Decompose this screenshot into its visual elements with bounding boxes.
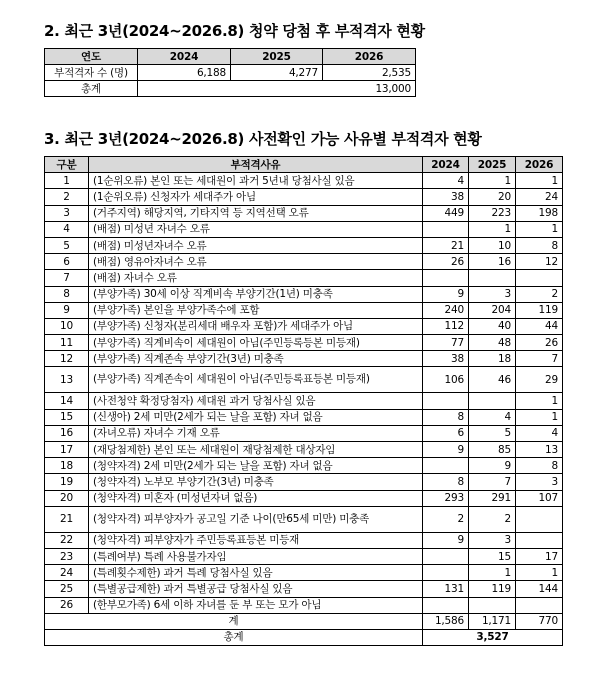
reason-disqualified-table [44, 156, 563, 646]
row-value-2025: 291 [469, 490, 516, 506]
row-value-2025: 5 [469, 425, 516, 441]
section1-title: 2. 최근 3년(2024~2026.8) 청약 당첨 후 부적격자 현황 [44, 22, 425, 40]
row-value-2024: 4 [423, 173, 469, 189]
row-reason: (부양가족) 직계비속이 세대원이 아님(주민등록등본 미등재) [89, 335, 423, 351]
table-row [45, 425, 563, 441]
row-value-2025: 204 [469, 302, 516, 318]
row-value-2025: 85 [469, 442, 516, 458]
row-value-2024: 21 [423, 237, 469, 253]
table-header-row [45, 49, 416, 65]
row-value-2026: 1 [516, 173, 563, 189]
row-number: 25 [45, 581, 89, 597]
row-reason: (배점) 미성년 자녀수 오류 [89, 221, 423, 237]
table-row [45, 270, 563, 286]
row-value-2025: 3 [469, 532, 516, 548]
row-number: 10 [45, 318, 89, 334]
row-value-2025: 2 [469, 506, 516, 532]
table-row [45, 442, 563, 458]
total-label: 총계 [45, 629, 423, 645]
row-reason: (신생아) 2세 미만(2세가 되는 날을 포함) 자녀 없음 [89, 409, 423, 425]
row-number: 14 [45, 393, 89, 409]
row-reason: (1순위오류) 신청자가 세대주가 아님 [89, 189, 423, 205]
row-value-2026: 8 [516, 237, 563, 253]
table-row [45, 254, 563, 270]
table-row [45, 458, 563, 474]
row-value-2025 [469, 597, 516, 613]
row-value-2026 [516, 532, 563, 548]
row-reason: (특별공급제한) 과거 특별공급 당첨사실 있음 [89, 581, 423, 597]
row-value-2026 [516, 597, 563, 613]
subtotal-2024: 1,586 [423, 613, 469, 629]
table-row [45, 221, 563, 237]
table-subtotal-row [45, 613, 563, 629]
row-reason: (1순위오류) 본인 또는 세대원이 과거 5년내 당첨사실 있음 [89, 173, 423, 189]
row-number: 8 [45, 286, 89, 302]
row-value-2026: 1 [516, 393, 563, 409]
row-number: 13 [45, 367, 89, 393]
table-row [45, 335, 563, 351]
row-reason: (배점) 영유아자녀수 오류 [89, 254, 423, 270]
row-number: 7 [45, 270, 89, 286]
row-number: 21 [45, 506, 89, 532]
row-reason: (청약자격) 2세 미만(2세가 되는 날을 포함) 자녀 없음 [89, 458, 423, 474]
row-value-2026: 198 [516, 205, 563, 221]
row-value-2024: 38 [423, 351, 469, 367]
row-number: 26 [45, 597, 89, 613]
row-value-2026: 13 [516, 442, 563, 458]
row-value-2025: 3 [469, 286, 516, 302]
row-value-2024: 9 [423, 286, 469, 302]
row-number: 5 [45, 237, 89, 253]
header-2025: 2025 [469, 157, 516, 173]
row-value-2024 [423, 270, 469, 286]
row-reason: (청약자격) 미혼자 (미성년자녀 없음) [89, 490, 423, 506]
header-year: 연도 [45, 49, 138, 65]
row-value-2026: 7 [516, 351, 563, 367]
row-value-2026: 26 [516, 335, 563, 351]
row-number: 2 [45, 189, 89, 205]
value-2026: 2,535 [323, 65, 416, 81]
row-reason: (배점) 자녀수 오류 [89, 270, 423, 286]
row-value-2025: 20 [469, 189, 516, 205]
table-row [45, 237, 563, 253]
row-number: 16 [45, 425, 89, 441]
row-value-2025: 9 [469, 458, 516, 474]
table-row [45, 393, 563, 409]
row-value-2026: 144 [516, 581, 563, 597]
table-row [45, 409, 563, 425]
value-2024: 6,188 [138, 65, 231, 81]
table-row [45, 189, 563, 205]
row-value-2026: 3 [516, 474, 563, 490]
row-value-2024: 9 [423, 532, 469, 548]
header-2026: 2026 [323, 49, 416, 65]
row-number: 12 [45, 351, 89, 367]
row-value-2026: 12 [516, 254, 563, 270]
table-header-row [45, 157, 563, 173]
row-value-2024: 9 [423, 442, 469, 458]
total-value: 3,527 [423, 629, 563, 645]
row-value-2025: 48 [469, 335, 516, 351]
row-reason: (부양가족) 본인을 부양가족수에 포함 [89, 302, 423, 318]
row-value-2024: 449 [423, 205, 469, 221]
row-reason: (배점) 미성년자녀수 오류 [89, 237, 423, 253]
row-value-2025: 223 [469, 205, 516, 221]
header-reason: 부적격사유 [89, 157, 423, 173]
row-reason: (사전청약 확정당첨자) 세대원 과거 당첨사실 있음 [89, 393, 423, 409]
row-value-2024 [423, 565, 469, 581]
subtotal-label: 계 [45, 613, 423, 629]
row-value-2024: 293 [423, 490, 469, 506]
row-value-2026: 44 [516, 318, 563, 334]
row-number: 24 [45, 565, 89, 581]
section2-title: 3. 최근 3년(2024~2026.8) 사전확인 가능 사유별 부적격자 현황 [44, 130, 482, 148]
row-reason: (부양가족) 직계존속 부양기간(3년) 미충족 [89, 351, 423, 367]
row-value-2025: 16 [469, 254, 516, 270]
row-value-2024: 2 [423, 506, 469, 532]
header-no: 구분 [45, 157, 89, 173]
row-value-2024: 6 [423, 425, 469, 441]
row-value-2026: 1 [516, 409, 563, 425]
row-value-2024: 26 [423, 254, 469, 270]
row-number: 9 [45, 302, 89, 318]
header-2024: 2024 [423, 157, 469, 173]
row-label: 부적격자 수 (명) [45, 65, 138, 81]
row-value-2025: 10 [469, 237, 516, 253]
row-value-2024: 8 [423, 474, 469, 490]
row-reason: (거주지역) 해당지역, 기타지역 등 지역선택 오류 [89, 205, 423, 221]
row-number: 22 [45, 532, 89, 548]
row-value-2026: 1 [516, 221, 563, 237]
row-value-2024: 8 [423, 409, 469, 425]
row-value-2026: 2 [516, 286, 563, 302]
table-row [45, 205, 563, 221]
row-value-2024: 131 [423, 581, 469, 597]
row-number: 18 [45, 458, 89, 474]
table-row [45, 318, 563, 334]
row-reason: (특례횟수제한) 과거 특례 당첨사실 있음 [89, 565, 423, 581]
row-value-2024 [423, 548, 469, 564]
row-reason: (청약자격) 피부양자가 주민등록표등본 미등재 [89, 532, 423, 548]
row-number: 23 [45, 548, 89, 564]
table-row [45, 506, 563, 532]
row-value-2024 [423, 393, 469, 409]
table-row [45, 474, 563, 490]
table-row [45, 581, 563, 597]
row-value-2025: 4 [469, 409, 516, 425]
row-reason: (부양가족) 직계존속이 세대원이 아님(주민등록표등본 미등재) [89, 367, 423, 393]
row-value-2024: 38 [423, 189, 469, 205]
table-row [45, 565, 563, 581]
row-value-2025: 18 [469, 351, 516, 367]
table-row [45, 532, 563, 548]
row-value-2026: 8 [516, 458, 563, 474]
row-value-2024: 112 [423, 318, 469, 334]
row-number: 11 [45, 335, 89, 351]
table-row [45, 302, 563, 318]
table-row [45, 173, 563, 189]
row-value-2024 [423, 597, 469, 613]
row-value-2025: 1 [469, 565, 516, 581]
row-value-2025: 15 [469, 548, 516, 564]
row-value-2025: 46 [469, 367, 516, 393]
row-number: 1 [45, 173, 89, 189]
row-value-2024: 240 [423, 302, 469, 318]
row-value-2025: 7 [469, 474, 516, 490]
header-2024: 2024 [138, 49, 231, 65]
table-total-row [45, 629, 563, 645]
row-value-2026 [516, 270, 563, 286]
row-reason: (자녀오류) 자녀수 기재 오류 [89, 425, 423, 441]
row-reason: (한부모가족) 6세 이하 자녀를 둔 부 또는 모가 아님 [89, 597, 423, 613]
row-value-2024: 106 [423, 367, 469, 393]
row-value-2025: 40 [469, 318, 516, 334]
table-row [45, 286, 563, 302]
total-value: 13,000 [138, 81, 416, 97]
row-number: 15 [45, 409, 89, 425]
row-value-2025: 119 [469, 581, 516, 597]
row-reason: (부양가족) 신청자(분리세대 배우자 포함)가 세대주가 아님 [89, 318, 423, 334]
value-2025: 4,277 [231, 65, 323, 81]
row-reason: (청약자격) 피부양자가 공고일 기준 나이(만65세 미만) 미충족 [89, 506, 423, 532]
annual-disqualified-table [44, 48, 416, 97]
row-value-2024: 77 [423, 335, 469, 351]
table-row [45, 367, 563, 393]
subtotal-2025: 1,171 [469, 613, 516, 629]
row-value-2024 [423, 221, 469, 237]
row-value-2025 [469, 393, 516, 409]
row-value-2026 [516, 506, 563, 532]
total-label: 총계 [45, 81, 138, 97]
row-value-2026: 4 [516, 425, 563, 441]
row-reason: (특례여부) 특례 사용불가자임 [89, 548, 423, 564]
row-value-2026: 119 [516, 302, 563, 318]
table-row [45, 351, 563, 367]
table-total-row [45, 81, 416, 97]
row-value-2026: 1 [516, 565, 563, 581]
row-number: 19 [45, 474, 89, 490]
row-reason: (재당첨제한) 본인 또는 세대원이 재당첨제한 대상자임 [89, 442, 423, 458]
row-value-2026: 17 [516, 548, 563, 564]
row-value-2025 [469, 270, 516, 286]
row-value-2024 [423, 458, 469, 474]
subtotal-2026: 770 [516, 613, 563, 629]
row-number: 3 [45, 205, 89, 221]
row-value-2026: 29 [516, 367, 563, 393]
table-row [45, 597, 563, 613]
row-number: 17 [45, 442, 89, 458]
table-row [45, 65, 416, 81]
row-number: 4 [45, 221, 89, 237]
row-number: 6 [45, 254, 89, 270]
row-value-2026: 24 [516, 189, 563, 205]
row-value-2026: 107 [516, 490, 563, 506]
table-row [45, 548, 563, 564]
row-value-2025: 1 [469, 173, 516, 189]
row-reason: (청약자격) 노부모 부양기간(3년) 미충족 [89, 474, 423, 490]
row-number: 20 [45, 490, 89, 506]
header-2025: 2025 [231, 49, 323, 65]
header-2026: 2026 [516, 157, 563, 173]
row-value-2025: 1 [469, 221, 516, 237]
row-reason: (부양가족) 30세 이상 직계비속 부양기간(1년) 미충족 [89, 286, 423, 302]
table-row [45, 490, 563, 506]
